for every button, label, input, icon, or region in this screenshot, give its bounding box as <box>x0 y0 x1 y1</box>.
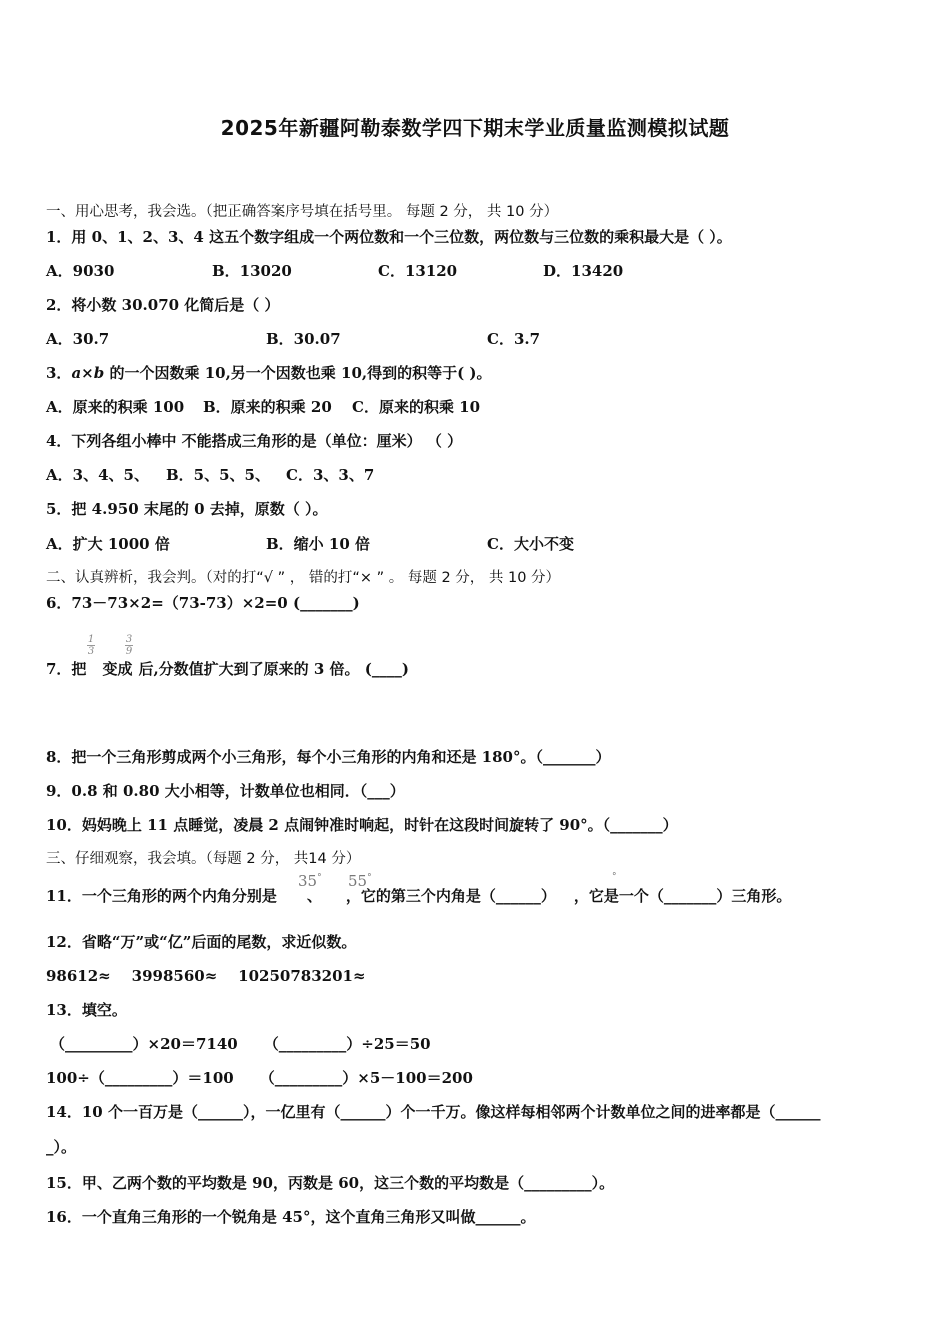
question-6: 6．73－73×2=（73-73）×2=0 (_______) <box>46 594 360 612</box>
q1-option-b: B．13020 <box>212 262 292 280</box>
question-9: 9．0.8 和 0.80 大小相等，计数单位也相同．（___） <box>46 782 405 800</box>
q5-option-c: C．大小不变 <box>487 535 574 553</box>
angle-2-value: 55 <box>348 872 368 890</box>
q13-row-2: 100÷（_________）＝100 （_________）×5－100＝200 <box>46 1069 473 1087</box>
q1-option-d: D．13420 <box>543 262 624 280</box>
angle-1-degree-sign: ° <box>317 873 322 883</box>
q7-prefix: 7．把 <box>46 660 87 678</box>
question-4: 4．下列各组小棒中 不能搭成三角形的是（单位：厘米） （ ） <box>46 432 463 450</box>
q3-stem-text: 的一个因数乘 10,另一个因数也乘 10,得到的积等于( )。 <box>104 364 492 382</box>
question-8: 8．把一个三角形剪成两个小三角形，每个小三角形的内角和还是 180°。（_______） <box>46 748 611 766</box>
question-15: 15．甲、乙两个数的平均数是 90，丙数是 60，这三个数的平均数是（_________）。 <box>46 1174 615 1192</box>
degree-mark: ° <box>612 872 617 882</box>
question-13: 13．填空。 <box>46 1001 127 1019</box>
question-1: 1．用 0、1、2、3、4 这五个数字组成一个两位数和一个三位数，两位数与三位数的乘积最大是（ ）。 <box>46 228 732 246</box>
q3-option-b: B．原来的积乘 20 <box>203 398 332 416</box>
q3-option-a: A．原来的积乘 100 <box>46 398 185 416</box>
q3-var-a: a <box>71 364 82 382</box>
q7-middle: 变成 <box>102 660 133 678</box>
q2-option-a: A．30.7 <box>46 330 110 348</box>
q7-suffix: 后,分数值扩大到了原来的 3 倍。 (____) <box>138 660 409 678</box>
q5-option-a: A．扩大 1000 倍 <box>46 535 170 553</box>
section-2-heading: 二、认真辨析，我会判。（对的打“√ ” ， 错的打“× ” 。 每题 2 分， 共 10 分） <box>46 570 561 586</box>
q3-times: × <box>81 364 94 382</box>
question-14: 14．10 个一百万是（______），一亿里有（______）个一千万。像这样每相邻两个计数单位之间的进率都是（______ <box>46 1103 821 1121</box>
q11-prefix: 11．一个三角形的两个内角分别是 <box>46 887 277 905</box>
q12-items: 98612≈ 3998560≈ 10250783201≈ <box>46 967 366 985</box>
q5-option-b: B．缩小 10 倍 <box>266 535 370 553</box>
q13-row-1: （_________）×20＝7140 （_________）÷25＝50 <box>50 1035 431 1053</box>
section-3-heading: 三、仔细观察，我会填。（每题 2 分， 共14 分） <box>46 851 361 867</box>
q11-suffix: ，它是一个（_______）三角形。 <box>573 887 792 905</box>
q4-option-b: B．5、5、5、 <box>166 466 270 484</box>
fraction-2-denominator: 9 <box>125 646 133 657</box>
q3-var-b: b <box>93 364 105 382</box>
question-2: 2．将小数 30.070 化简后是（ ） <box>46 296 280 314</box>
question-10: 10．妈妈晚上 11 点睡觉，凌晨 2 点闹钟准时响起，时针在这段时间旋转了 90°。（_______） <box>46 816 678 834</box>
question-5: 5．把 4.950 末尾的 0 去掉，原数（ ）。 <box>46 500 328 518</box>
fraction-three-ninths <box>124 634 134 657</box>
fraction-1-numerator: 1 <box>87 634 95 645</box>
fraction-1-denominator: 3 <box>87 646 95 657</box>
question-14-continued: _）。 <box>46 1138 77 1156</box>
angle-1-value: 35 <box>298 872 318 890</box>
question-3 <box>46 363 492 383</box>
q2-option-b: B．30.07 <box>266 330 341 348</box>
question-16: 16．一个直角三角形的一个锐角是 45°，这个直角三角形又叫做______。 <box>46 1208 536 1226</box>
page-title: 2025年新疆阿勒泰数学四下期末学业质量监测模拟试题 <box>220 116 730 140</box>
fraction-one-third <box>86 634 96 657</box>
section-1-heading: 一、用心思考，我会选。（把正确答案序号填在括号里。 每题 2 分， 共 10 分） <box>46 204 559 220</box>
question-7 <box>46 659 409 679</box>
q1-option-a: A．9030 <box>46 262 115 280</box>
q2-option-c: C．3.7 <box>487 330 541 348</box>
q4-option-c: C．3、3、7 <box>286 466 375 484</box>
q4-option-a: A．3、4、5、 <box>46 466 149 484</box>
fraction-2-numerator: 3 <box>125 634 133 645</box>
q3-number: 3． <box>46 364 72 382</box>
q11-separator: 、 <box>306 887 322 905</box>
q3-option-c: C．原来的积乘 10 <box>352 398 481 416</box>
q1-option-c: C．13120 <box>378 262 458 280</box>
question-12: 12．省略“万”或“亿”后面的尾数，求近似数。 <box>46 933 357 951</box>
question-11 <box>46 886 791 906</box>
angle-2-degree-sign: ° <box>367 873 372 883</box>
q11-middle: ，它的第三个内角是（______） <box>345 887 556 905</box>
